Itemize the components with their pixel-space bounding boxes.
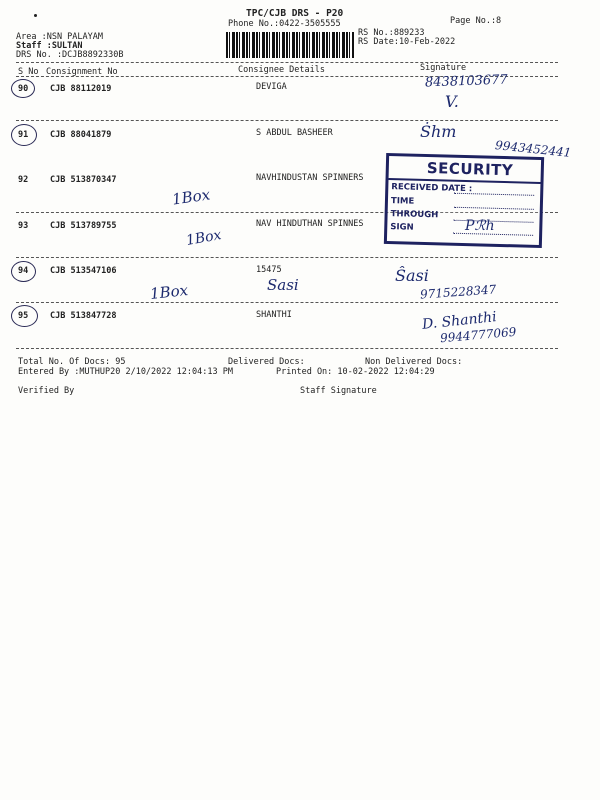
phone-no: Phone No.:0422-3505555 (228, 19, 341, 29)
handwritten-note: 1Box (149, 281, 189, 303)
row-consignee: S ABDUL BASHEER (256, 128, 333, 138)
row-consignment: CJB 513547106 (50, 266, 117, 276)
row-consignment: CJB 88041879 (50, 130, 112, 140)
rs-no: RS No.:889233 (358, 28, 425, 38)
row-consignee: SHANTHI (256, 310, 292, 320)
handwritten-signature: V. (445, 92, 459, 111)
staff: Staff :SULTAN (16, 41, 83, 51)
row-sno: 92 (18, 175, 29, 185)
col-consignee: Consignee Details (238, 65, 325, 75)
row-consignment: CJB 513847728 (50, 311, 117, 321)
row-sno: 95 (18, 311, 29, 321)
handwritten-signature: Ṡhm (420, 122, 457, 141)
handwritten-phone: 9943452441 (494, 138, 572, 160)
staff-signature: Staff Signature (300, 386, 377, 396)
barcode (226, 32, 354, 58)
handwritten-phone: 9715228347 (419, 282, 497, 302)
row-consignee: DEVIGA (256, 82, 287, 92)
row-sno: 91 (18, 130, 29, 140)
row-consignee: 15475 (256, 265, 282, 275)
row-consignee: NAV HINDUTHAN SPINNES (256, 219, 364, 229)
entered-by: Entered By :MUTHUP20 2/10/2022 12:04:13 PM (18, 367, 233, 377)
col-sno: S No (18, 67, 39, 77)
drs-no: DRS No. :DCJB8892330B (16, 50, 124, 60)
handwritten-phone: 9944777069 (439, 324, 517, 346)
page-no: Page No.:8 (450, 16, 502, 26)
delivered-docs: Delivered Docs: (228, 357, 305, 367)
row-consignment: CJB 513789755 (50, 221, 117, 231)
rs-date: RS Date:10-Feb-2022 (358, 37, 456, 47)
row-divider (16, 348, 558, 349)
verified-by: Verified By (18, 386, 75, 396)
non-delivered-docs: Non Delivered Docs: (365, 357, 463, 367)
handwritten-note: 1Box (184, 227, 223, 249)
col-consignment: Consignment No (46, 67, 118, 77)
stamp-signature: Pℛh (465, 218, 495, 234)
area: Area :NSN PALAYAM (16, 32, 103, 42)
handwritten-phone: 8438103677 (424, 72, 508, 91)
divider (16, 62, 558, 63)
stamp-received: RECEIVED DATE : (391, 182, 473, 195)
row-consignment: CJB 88112019 (50, 84, 112, 94)
row-consignee: NAVHINDUSTAN SPINNERS (256, 173, 364, 183)
row-divider (16, 302, 558, 303)
stamp-title: SECURITY (426, 159, 514, 180)
stamp-time: TIME (390, 196, 415, 207)
row-sno: 93 (18, 221, 29, 231)
doc-title: TPC/CJB DRS - P20 (246, 8, 344, 19)
row-divider (16, 257, 558, 258)
row-consignment: CJB 513870347 (50, 175, 117, 185)
col-signature: Signature (420, 63, 467, 73)
handwritten-signature: Ŝasi (395, 266, 429, 285)
punch-mark (34, 14, 37, 17)
printed-on: Printed On: 10-02-2022 12:04:29 (276, 367, 435, 377)
row-sno: 94 (18, 266, 29, 276)
handwritten-name: Sasi (267, 276, 299, 294)
handwritten-signature: D. Shanthi (421, 309, 498, 333)
security-stamp (384, 153, 544, 248)
row-sno: 90 (18, 84, 29, 94)
stamp-sign: SIGN (390, 222, 414, 233)
total-docs: Total No. Of Docs: 95 (18, 357, 126, 367)
handwritten-note: 1Box (170, 185, 212, 209)
stamp-through: THROUGH (390, 209, 439, 221)
row-divider (16, 120, 558, 121)
